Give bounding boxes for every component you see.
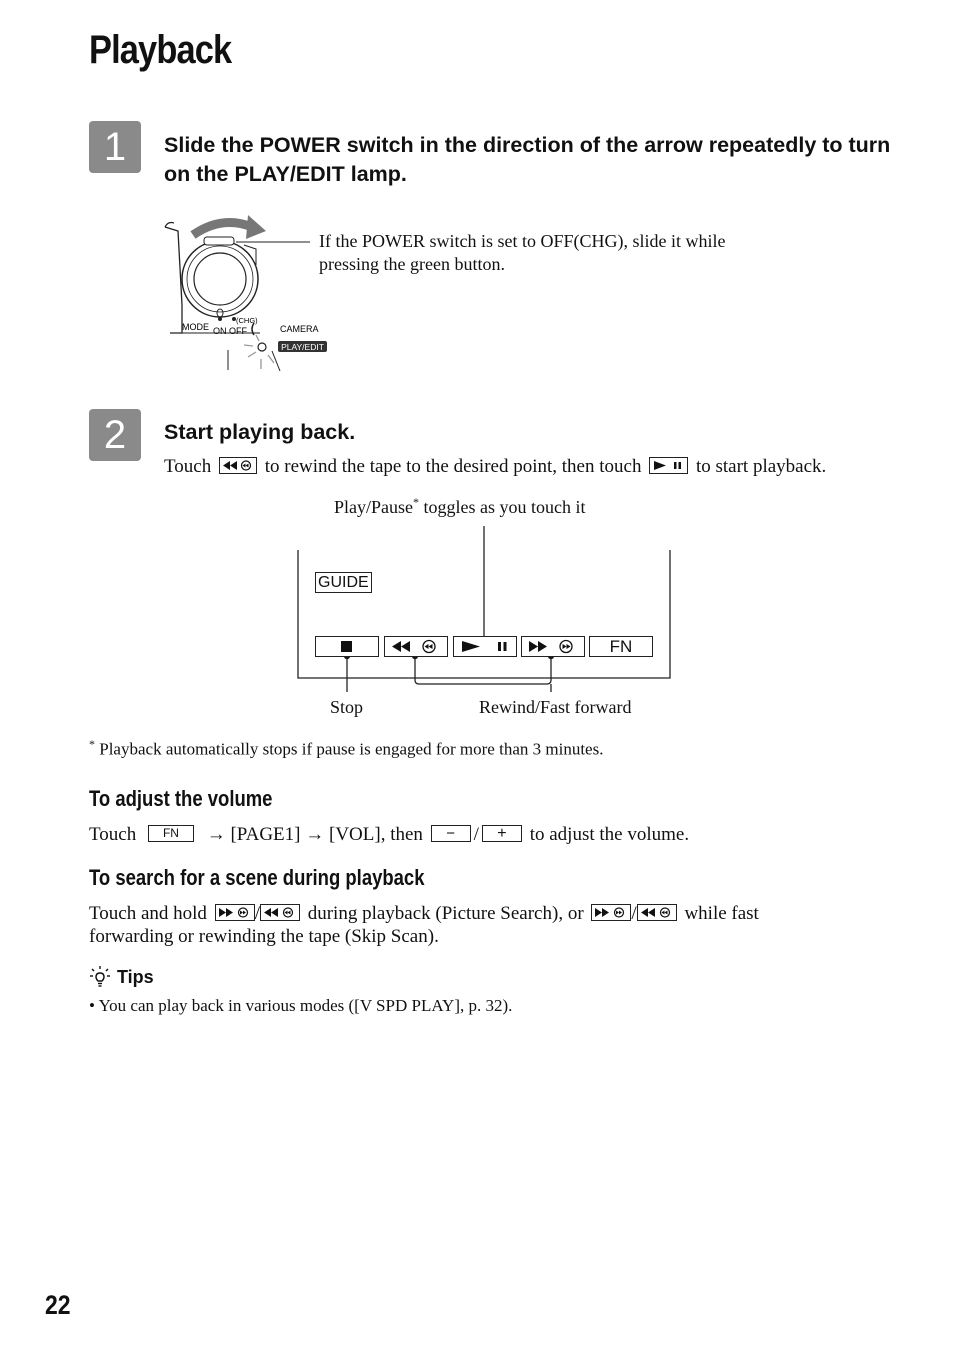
power-switch-illustration [160, 205, 335, 375]
rewind-icon [261, 905, 299, 920]
inline-rewind-button-2 [637, 904, 677, 921]
callout-toggle-text: toggles as you touch it [419, 497, 586, 517]
arrow-icon: → [206, 824, 226, 845]
volume-slash: / [473, 824, 479, 845]
fast-forward-icon [216, 905, 254, 920]
rewind-icon [220, 458, 256, 473]
inline-fast-forward-button-2 [591, 904, 631, 921]
tips-heading: Tips [117, 966, 154, 987]
bullet: • [89, 996, 95, 1015]
inline-plus-button: + [482, 825, 522, 842]
search-part2: during playback (Picture Search), or [307, 903, 584, 924]
fast-forward-icon [522, 637, 584, 656]
step-number-2: 2 [89, 409, 141, 461]
volume-end: to adjust the volume. [529, 824, 690, 845]
search-slash-2: / [631, 903, 637, 924]
callout-play-pause-text: Play/Pause [334, 497, 413, 517]
rewind-icon [638, 905, 676, 920]
volume-page1: [PAGE1] [230, 824, 301, 845]
stop-icon [316, 637, 378, 656]
volume-vol-then: [VOL], then [329, 824, 423, 845]
inline-minus-button: − [431, 825, 471, 842]
label-stop: Stop [330, 697, 364, 717]
label-rewind-ff: Rewind/Fast forward [479, 697, 632, 717]
step2-text-end: to start playback. [695, 456, 827, 477]
screen-fn-button[interactable]: FN [589, 636, 653, 657]
tips-item [89, 996, 512, 1016]
page-title: Playback [89, 28, 232, 72]
arrow-icon: → [305, 824, 325, 845]
rewind-icon [385, 637, 447, 656]
footnote-star: * [89, 737, 95, 751]
dial-label-chg: (CHG) [236, 316, 258, 325]
screen-diagram-lines [290, 520, 680, 700]
inline-fast-forward-button [215, 904, 255, 921]
screen-play-pause-button[interactable] [453, 636, 517, 657]
inline-fn-button: FN [148, 825, 194, 842]
page-number: 22 [45, 1290, 71, 1320]
search-part3: while fast [684, 903, 759, 924]
footnote [89, 737, 603, 760]
play-pause-icon [454, 637, 516, 656]
inline-rewind-button [219, 457, 257, 474]
inline-play-pause-button [649, 457, 688, 474]
screen-stop-button[interactable] [315, 636, 379, 657]
step1-note: If the POWER switch is set to OFF(CHG), slide it while pressing the green button. [319, 231, 726, 274]
lightbulb-icon [89, 965, 111, 989]
tips-header [89, 965, 154, 989]
tips-item-text: You can play back in various modes ([V SPD PLAY], p. 32). [98, 996, 513, 1015]
dial-label-on: ON [213, 326, 227, 336]
play-pause-icon [650, 458, 687, 473]
step2-instruction [164, 455, 826, 478]
callout-play-pause [334, 495, 585, 518]
search-heading: To search for a scene during playback [89, 865, 425, 890]
step2-heading: Start playing back. [164, 420, 356, 444]
dial-label-off: OFF [229, 326, 247, 336]
fast-forward-icon [592, 905, 630, 920]
step2-text-touch: Touch [164, 456, 212, 477]
dial-label-play-edit: PLAY/EDIT [281, 342, 324, 352]
volume-heading: To adjust the volume [89, 786, 273, 811]
volume-instruction [89, 823, 689, 846]
search-slash-1: / [254, 903, 260, 924]
search-line-1 [89, 902, 759, 925]
step2-text-mid: to rewind the tape to the desired point, then touch [264, 456, 642, 477]
screen-rewind-button[interactable] [384, 636, 448, 657]
dial-label-mode: MODE [182, 322, 209, 332]
inline-rewind-button [260, 904, 300, 921]
search-line-2: forwarding or rewinding the tape (Skip Scan). [89, 926, 439, 947]
guide-button[interactable]: GUIDE [315, 572, 372, 593]
callout-star: * [413, 495, 419, 509]
footnote-text: Playback automatically stops if pause is engaged for more than 3 minutes. [99, 739, 604, 759]
dial-label-camera: CAMERA [280, 324, 319, 334]
step1-heading: Slide the POWER switch in the direction of the arrow repeatedly to turn on the PLAY/EDIT lamp. [164, 133, 891, 186]
volume-touch: Touch [89, 824, 137, 845]
search-part1: Touch and hold [89, 903, 207, 924]
screen-fast-forward-button[interactable] [521, 636, 585, 657]
step-number-1: 1 [89, 121, 141, 173]
